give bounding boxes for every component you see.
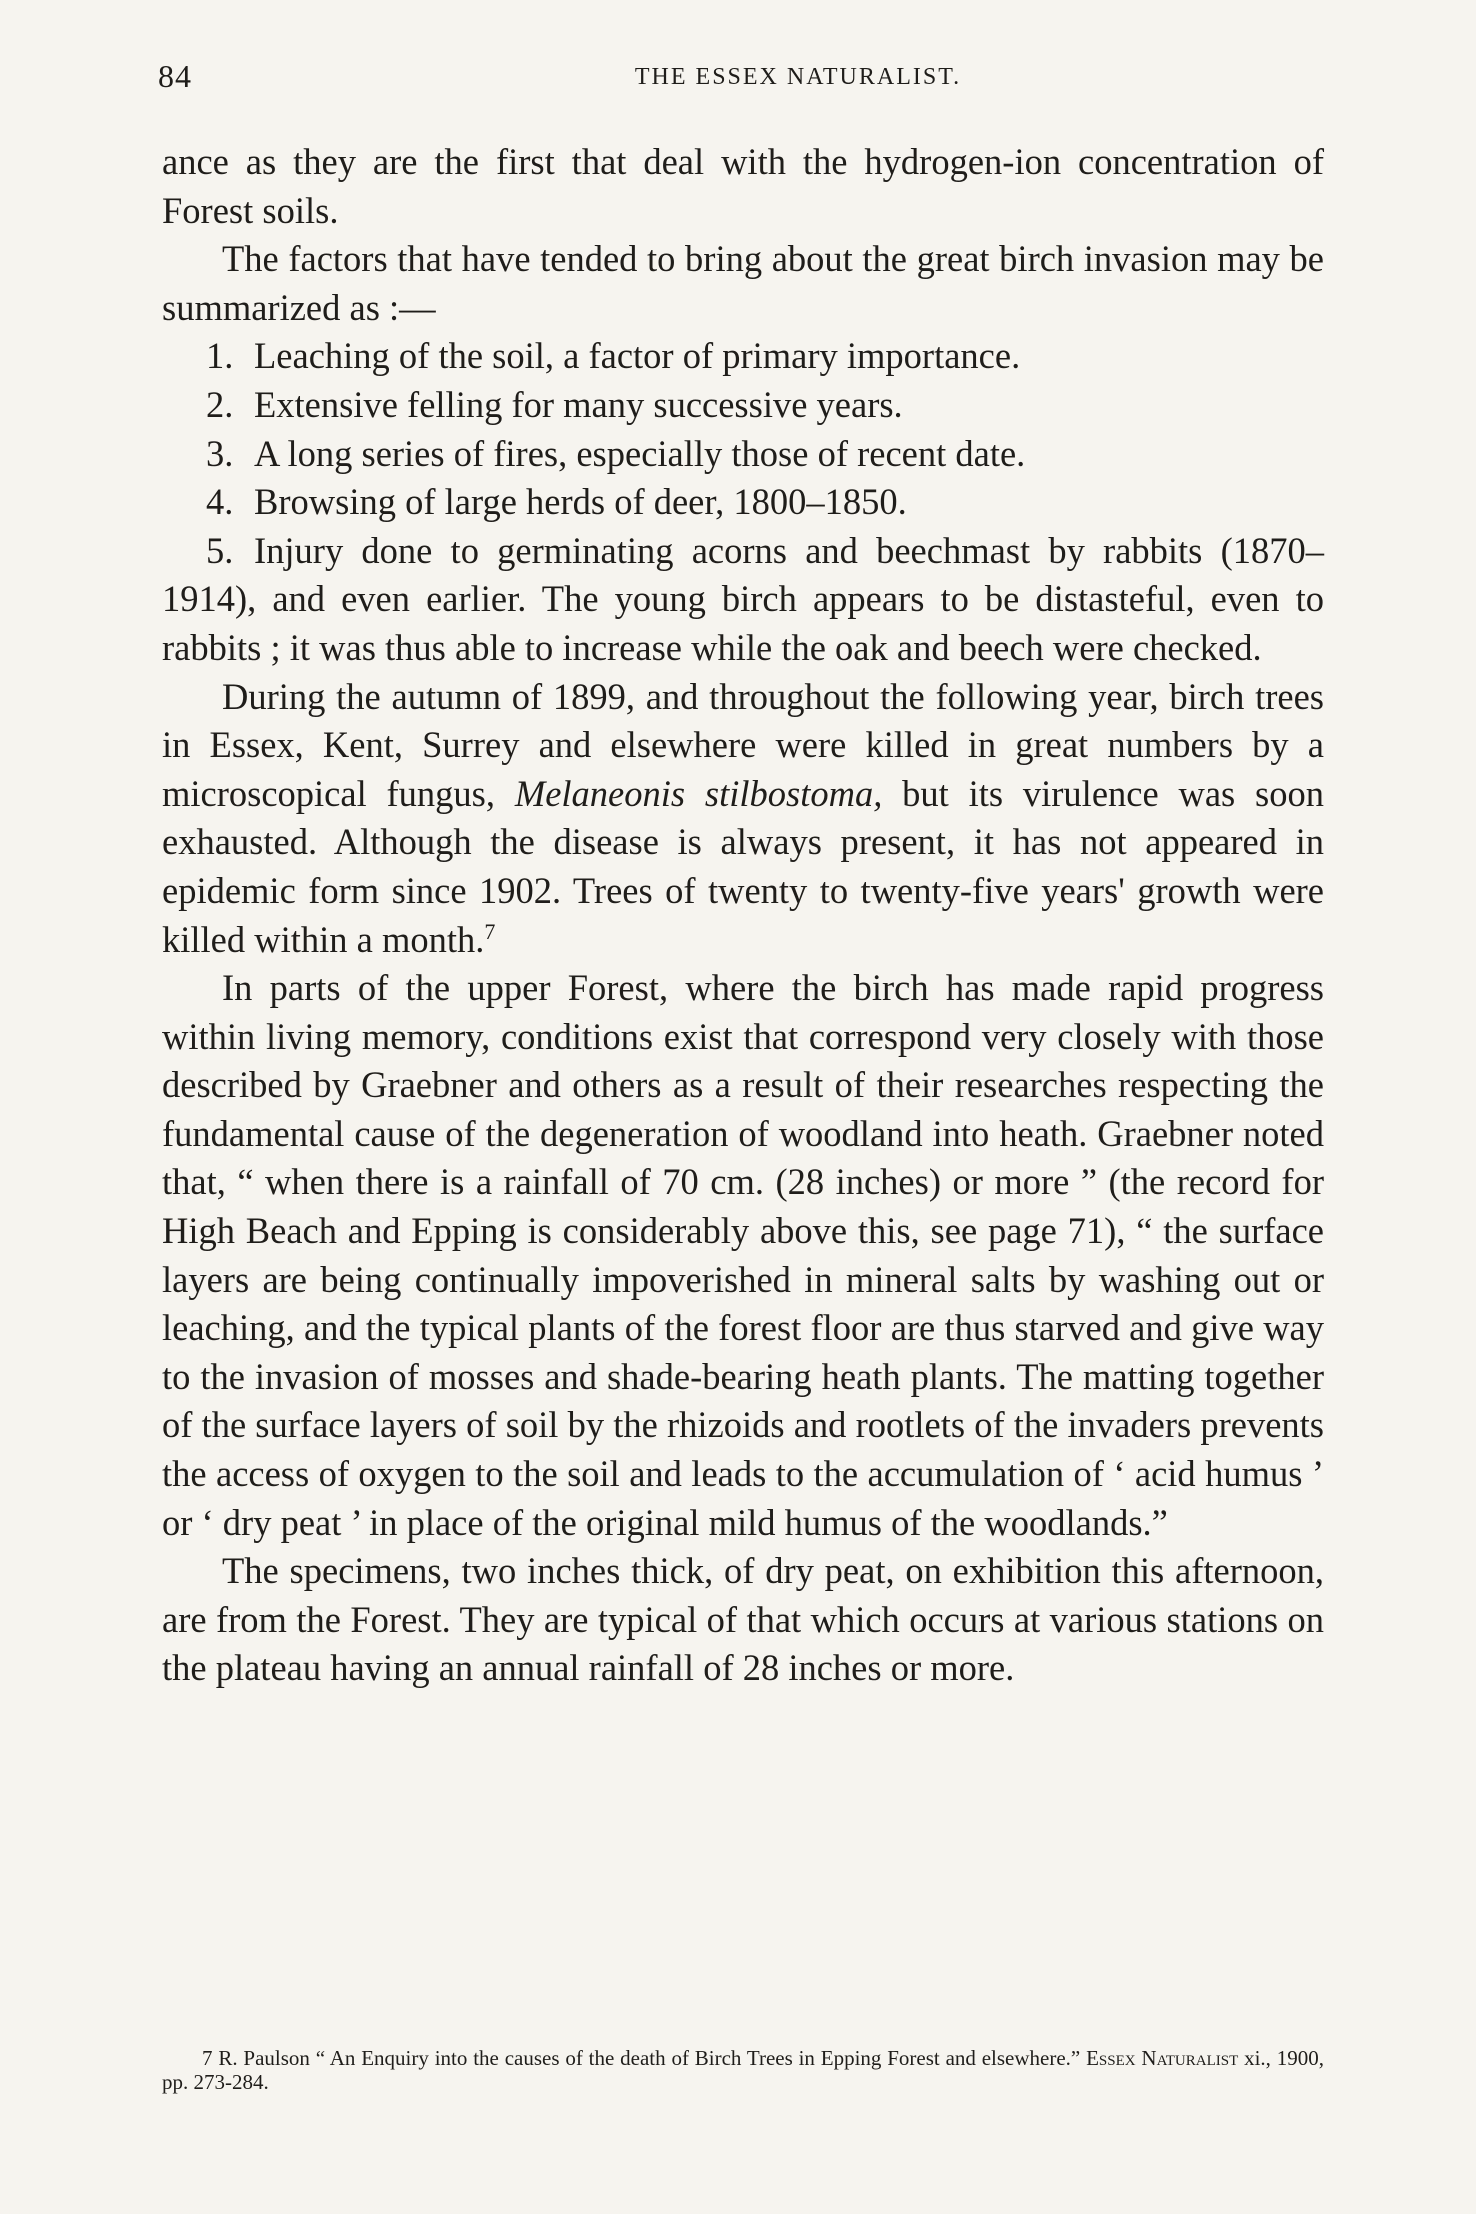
list-text: A long series of fires, especially those of recent date. — [254, 432, 1026, 474]
footnote-text-cont: xi., 1900, pp. 273-284. — [162, 2046, 1324, 2094]
footnote-journal: Essex Naturalist — [1086, 2046, 1239, 2070]
paragraph-4: In parts of the upper Forest, where the birch has made rapid progress within living memory, conditions exist that correspond very closely with those described by Graebner and others as a result of their researches respecting the fundamental cause of the degeneration of woodland into heath. Graebner noted that, “ when there is a rainfall of 70 cm. (28 inches) or more ” (the record for High Beach and Epping is considerably above this, see page 71), “ the surface layers are being continually impoverished in mineral salts by washing out or leaching, and the typical plants of the forest floor are thus starved and give way to the invasion of mosses and shade-bearing heath plants. The matting together of the surface layers of soil by the rhizoids and rootlets of the invaders prevents the access of oxygen to the soil and leads to the accumulation of ‘ acid humus ’ or ‘ dry peat ’ in place of the original mild humus of the woodlands.” — [162, 967, 1324, 1543]
list-item-3 — [162, 430, 1324, 479]
species-name: Melaneonis stilbostoma, — [514, 772, 883, 814]
paragraph-1: ance as they are the first that deal with the hydrogen-ion concentration of Forest soils. — [162, 141, 1324, 231]
list-number: 1. — [206, 335, 234, 377]
list-text: Extensive felling for many successive years. — [254, 383, 903, 425]
list-number: 4. — [206, 481, 234, 523]
list-text: Browsing of large herds of deer, 1800–1850. — [254, 481, 907, 523]
paragraph-3-text: During the autumn of 1899, and throughout the following year, birch trees in Essex, Kent, Surrey and elsewhere were killed in great numbers by a microscopical fungus, — [162, 675, 1324, 814]
paragraph-3-text-cont: but its virulence was soon exhausted. Although the disease is always present, it has not appeared in epidemic form since 1902. Trees of twenty to twenty-five years' growth were killed within a month. — [162, 772, 1324, 960]
paragraph-3 — [162, 673, 1324, 965]
footnote-number: 7 — [202, 2046, 213, 2070]
list-text: Injury done to germinating acorns and beechmast by rabbits (1870–1914), and even earlier. The young birch appears to be distasteful, even to rabbits ; it was thus able to increase while the oak and beech were checked. — [162, 529, 1324, 668]
page-number: 84 — [158, 58, 192, 94]
list-number: 3. — [206, 432, 234, 474]
list-item-4 — [162, 478, 1324, 527]
footnote-text: R. Paulson “ An Enquiry into the causes of the death of Birch Trees in Epping Forest and elsewhere.” — [212, 2046, 1087, 2070]
list-number: 5. — [206, 529, 234, 571]
list-number: 2. — [206, 383, 234, 425]
running-title: THE ESSEX NATURALIST. — [634, 64, 962, 90]
body-text — [162, 138, 1324, 1693]
footnote — [162, 2046, 1324, 2094]
paragraph-2: The factors that have tended to bring about the great birch invasion may be summarized as :— — [162, 238, 1324, 328]
list-item-2 — [162, 381, 1324, 430]
list-item-5 — [162, 527, 1324, 673]
footnote-reference[interactable]: 7 — [484, 918, 496, 944]
paragraph-5: The specimens, two inches thick, of dry peat, on exhibition this afternoon, are from the Forest. They are typical of that which occurs at various stations on the plateau having an annual rainfall of 28 inches or more. — [162, 1550, 1324, 1689]
list-item-1 — [162, 332, 1324, 381]
page-header — [158, 58, 1318, 102]
list-text: Leaching of the soil, a factor of primary importance. — [254, 335, 1021, 377]
